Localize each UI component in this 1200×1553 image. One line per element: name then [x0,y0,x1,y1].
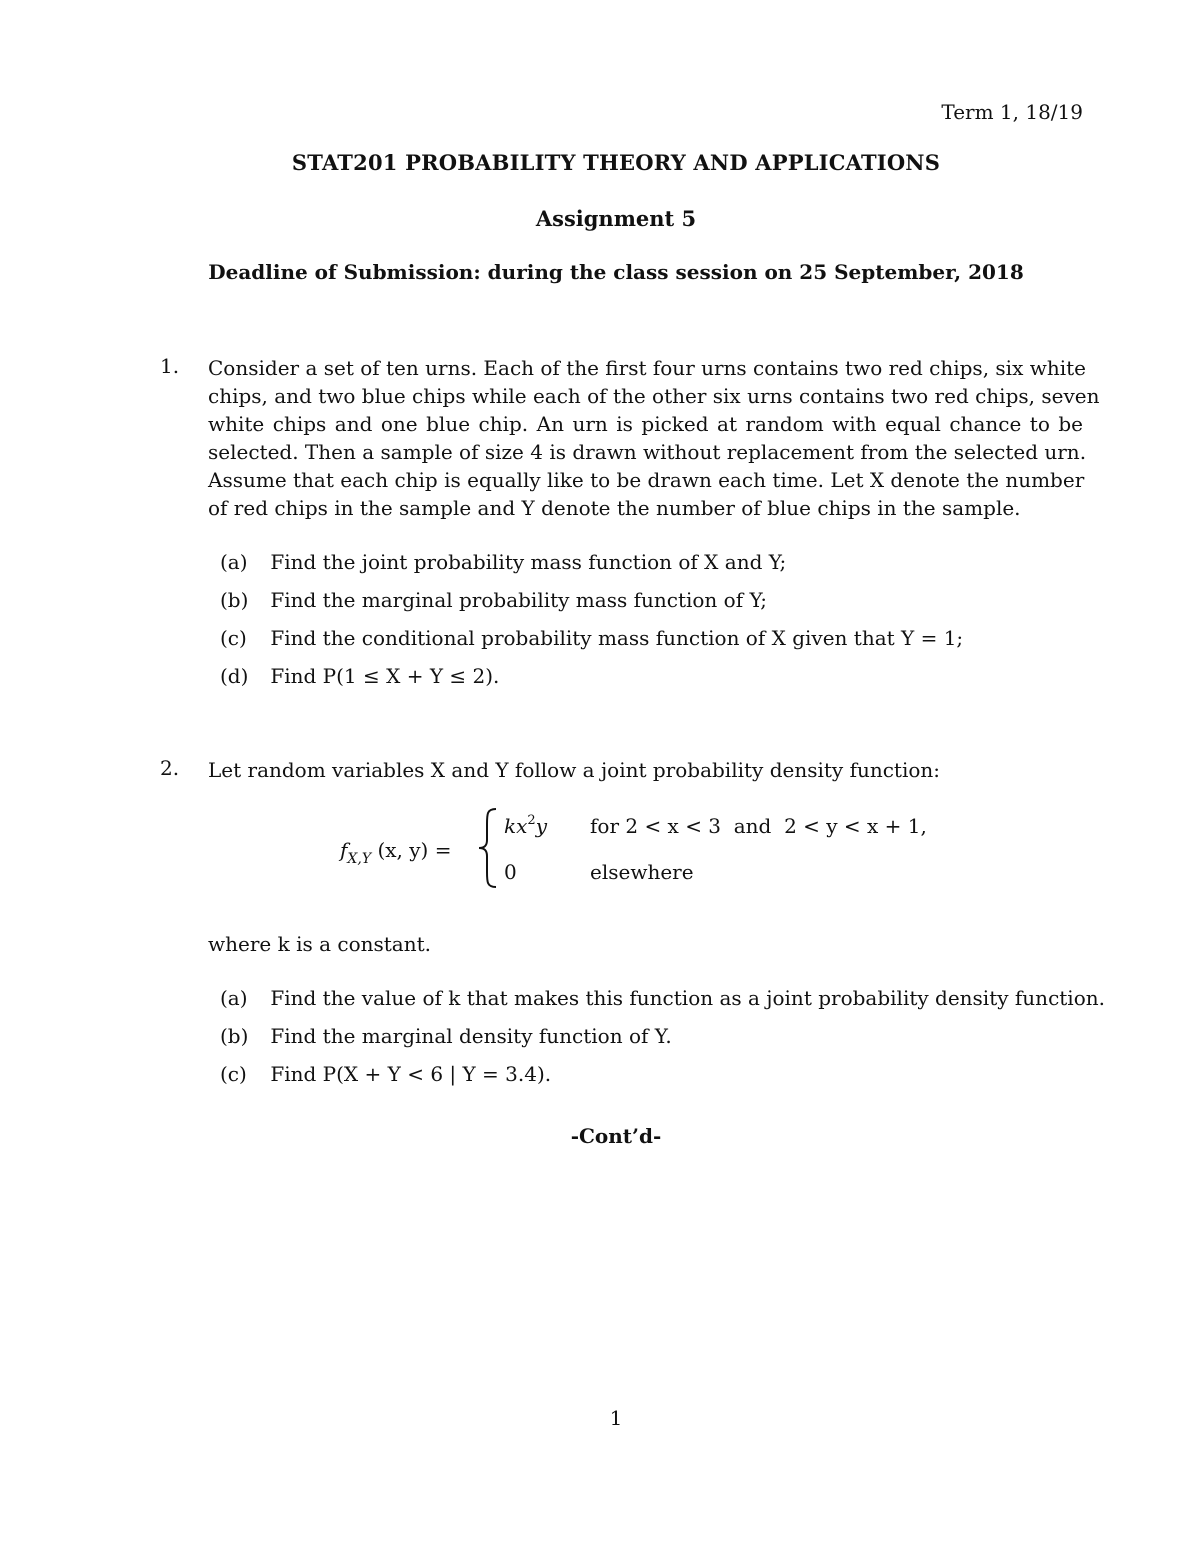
page-number: 1 [609,1406,623,1430]
part-label: (a) [220,986,248,1010]
part-text: Find the marginal density function of Y. [270,1024,672,1048]
question-2-part-c [220,1062,551,1086]
constant-note: where k is a constant. [208,932,431,956]
part-label: (b) [220,1024,249,1048]
equation-case-1-condition: for 2 < x < 3 and 2 < y < x + 1, [590,814,927,838]
equation-term: y [535,814,547,838]
part-text: Find P(1 ≤ X + Y ≤ 2). [270,664,500,688]
question-1-number: 1. [160,354,180,378]
equation-f: f [340,838,348,862]
question-2-number: 2. [160,756,180,780]
question-1-line: Assume that each chip is equally like to be drawn each time. Let X denote the number [208,468,1085,492]
equation-args: (x, y) = [377,838,452,862]
part-label: (a) [220,550,248,574]
question-2-part-a [220,986,1105,1010]
equation-subscript: X,Y [347,851,372,867]
question-1-line: of red chips in the sample and Y denote the number of blue chips in the sample. [208,496,1021,520]
part-text: Find P(X + Y < 6 | Y = 3.4). [270,1062,552,1086]
term-label: Term 1, 18/19 [941,100,1083,124]
equation-case-2-condition: elsewhere [590,860,694,884]
part-text: Find the value of k that makes this function as a joint probability density function. [270,986,1105,1010]
continued-marker: -Cont’d- [570,1124,662,1148]
question-1-part-a [220,550,786,574]
part-label: (b) [220,588,249,612]
equation-case-1-value [504,814,547,838]
question-1-line: white chips and one blue chip. An urn is picked at random with equal chance to be [208,412,1083,436]
question-2-intro: Let random variables X and Y follow a joint probability density function: [208,758,941,782]
equation-brace [476,806,500,895]
equation-term: kx [504,814,528,838]
part-text: Find the joint probability mass function of X and Y; [270,550,787,574]
question-2-part-b [220,1024,672,1048]
equation-exponent: 2 [527,813,536,828]
part-label: (c) [220,1062,247,1086]
question-1-text [208,354,1100,522]
part-label: (c) [220,626,247,650]
part-text: Find the marginal probability mass function of Y; [270,588,767,612]
question-1-part-b [220,588,767,612]
assignment-title: Assignment 5 [535,206,697,231]
equation-lhs [340,838,452,867]
deadline-line: Deadline of Submission: during the class session on 25 September, 2018 [208,260,1024,284]
course-title: STAT201 PROBABILITY THEORY AND APPLICATIONS [291,150,941,175]
density-function-equation [340,806,960,892]
equation-case-2-value: 0 [504,860,517,884]
part-text: Find the conditional probability mass function of X given that Y = 1; [270,626,964,650]
question-1-part-d [220,664,499,688]
question-1-line: selected. Then a sample of size 4 is drawn without replacement from the selected urn. [208,440,1087,464]
question-1-part-c [220,626,963,650]
question-1-line: chips, and two blue chips while each of the other six urns contains two red chips, seven [208,384,1100,408]
question-1-line: Consider a set of ten urns. Each of the first four urns contains two red chips, six white [208,356,1086,380]
part-label: (d) [220,664,249,688]
